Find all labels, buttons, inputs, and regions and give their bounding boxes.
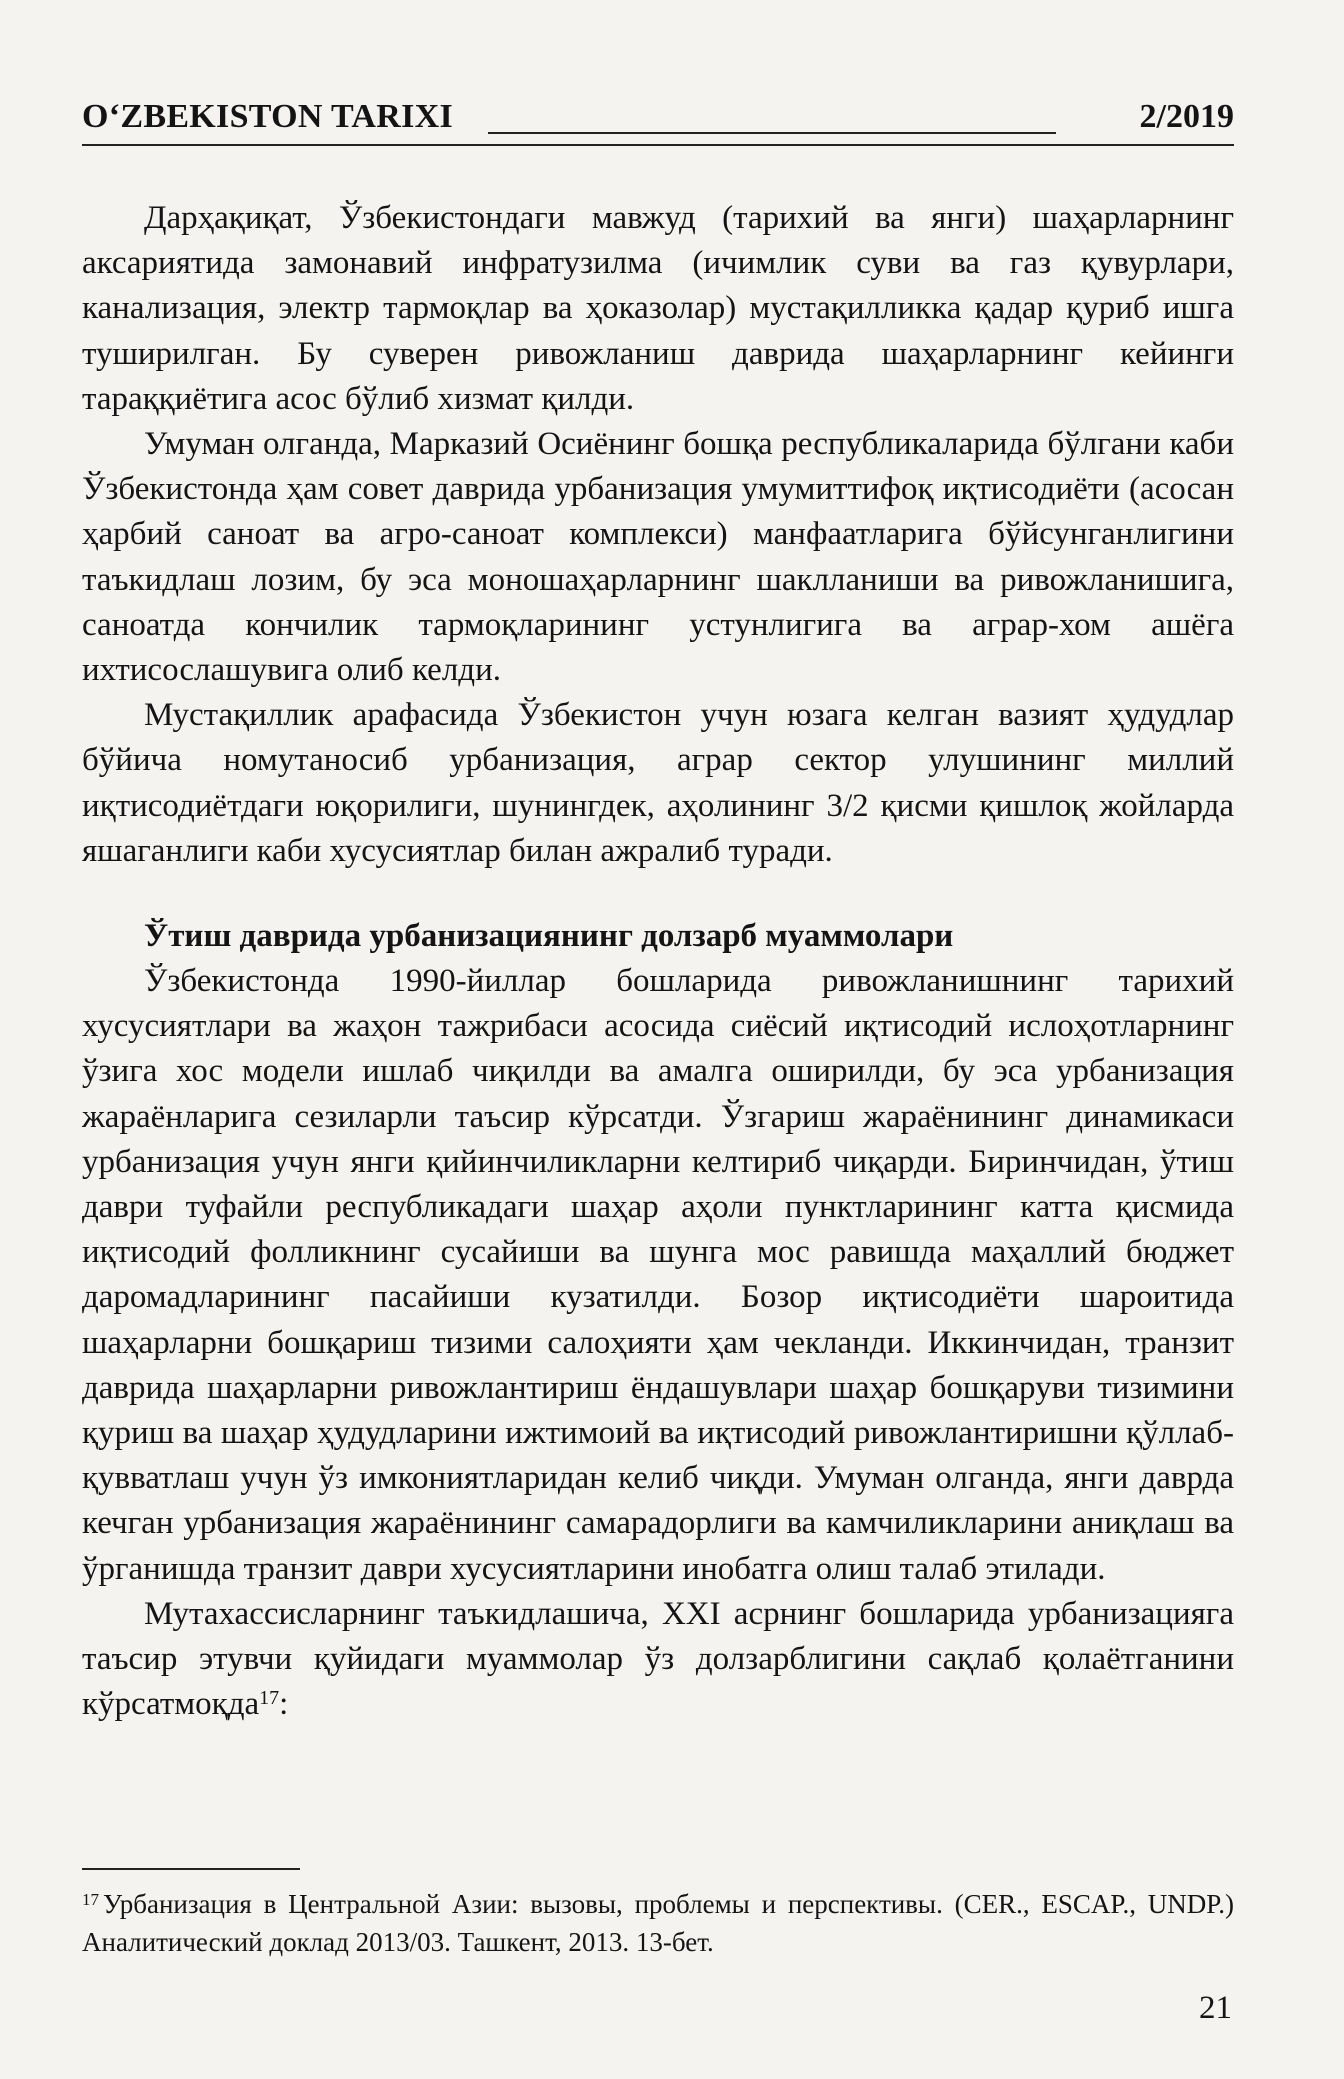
paragraph-ending: : [279,1686,289,1723]
paragraph: Ўзбекистонда 1990-йиллар бошларида ривожланишнинг тарихий хусусиятлари ва жаҳон тажрибаси асосида сиёсий иқтисодий ислоҳотларнинг ўзига хос модели ишлаб чиқилди ва амалга оширилди, бу эса урбанизация жараёнларига сезиларли таъсир кўрсатди. Ўзгариш жараёнининг динамикаси урбанизация учун янги қийинчиликларни келтириб чиқарди. Биринчидан, ўтиш даври туфайли республикадаги шаҳар аҳоли пунктларининг катта қисмида иқтисодий фолликнинг сусайиши ва шунга мос равишда маҳаллий бюджет даромадларининг пасайиши кузатилди. Бозор иқтисодиёти шароитида шаҳарларни бошқариш тизими салоҳияти ҳам чекланди. Иккинчидан, транзит даврида шаҳарларни ривожлантириш ёндашувлари шаҳар бошқаруви тизимини қуриш ва шаҳар ҳудудларини ижтимоий ва иқтисодий ривожлантиришни қўллаб-қувватлаш учун ўз имкониятларидан келиб чиқди. Умуман олганда, янги даврда кечган урбанизация жараёнининг самарадорлиги ва камчиликларини аниқлаш ва ўрганишда транзит даври хусусиятларини инобатга олиш талаб этилади. [82,963,1234,1587]
paragraph: Дарҳақиқат, Ўзбекистондаги мавжуд (тарихий ва янги) шаҳарларнинг аксариятида замонавий инфратузилма (ичимлик суви ва газ қувурлари, канализация, электр тармоқлар ва ҳоказолар) мустақилликка қадар қуриб ишга туширилган. Бу суверен ривожланиш даврида шаҳарларнинг кейинги тараққиётига асос бўлиб хизмат қилди. [82,200,1234,417]
section-heading: Ўтиш даврида урбанизациянинг долзарб муаммолари [144,918,954,955]
issue-number: 2/2019 [1139,98,1234,135]
main-text [82,196,1234,1728]
footnote-separator [82,1868,300,1870]
running-header [82,92,1234,140]
page-number: 21 [1199,1990,1232,2026]
paragraph: Умуман олганда, Марказий Осиёнинг бошқа республикаларида бўлгани каби Ўзбекистонда ҳам совет даврида урбанизация умумиттифоқ иқтисодиёти (асосан ҳарбий саноат ва агро-саноат комплекси) манфаатларига бўйсунганлигини таъкидлаш лозим, бу эса моношаҳарларнинг шаклланиши ва ривожланишига, саноатда кончилик тармоқларининг устунлигига ва аграр-хом ашёга ихтисослашувига олиб келди. [82,426,1234,689]
footnote-reference[interactable]: 17 [259,1687,280,1710]
header-rule [488,132,1056,134]
journal-title: O‘ZBEKISTON TARIXI [82,98,454,135]
footnote [82,1885,1234,1961]
header-underline [82,144,1234,146]
paragraph-with-footnote-ref [82,1592,1234,1728]
footnote-text: Урбанизация в Центральной Азии: вызовы, проблемы и перспективы. (CER., ESCAP., UNDP.) Аналитический доклад 2013/03. Ташкент, 2013. 13-бет. [82,1889,1234,1957]
paragraph: Мустақиллик арафасида Ўзбекистон учун юзага келган вазият ҳудудлар бўйича номутаносиб урбанизация, аграр сектор улушининг миллий иқтисодиётдаги юқорилиги, шунингдек, аҳолининг 3/2 қисми қишлоқ жойларда яшаганлиги каби хусусиятлар билан ажралиб туради. [82,697,1234,869]
footnote-number: 17 [82,1890,99,1909]
paragraph-text: Мутахассисларнинг таъкидлашича, XXI асрнинг бошларида урбанизацияга таъсир этувчи қуйидаги муаммолар ўз долзарблигини сақлаб қолаётганини кўрсатмоқда [82,1595,1234,1723]
